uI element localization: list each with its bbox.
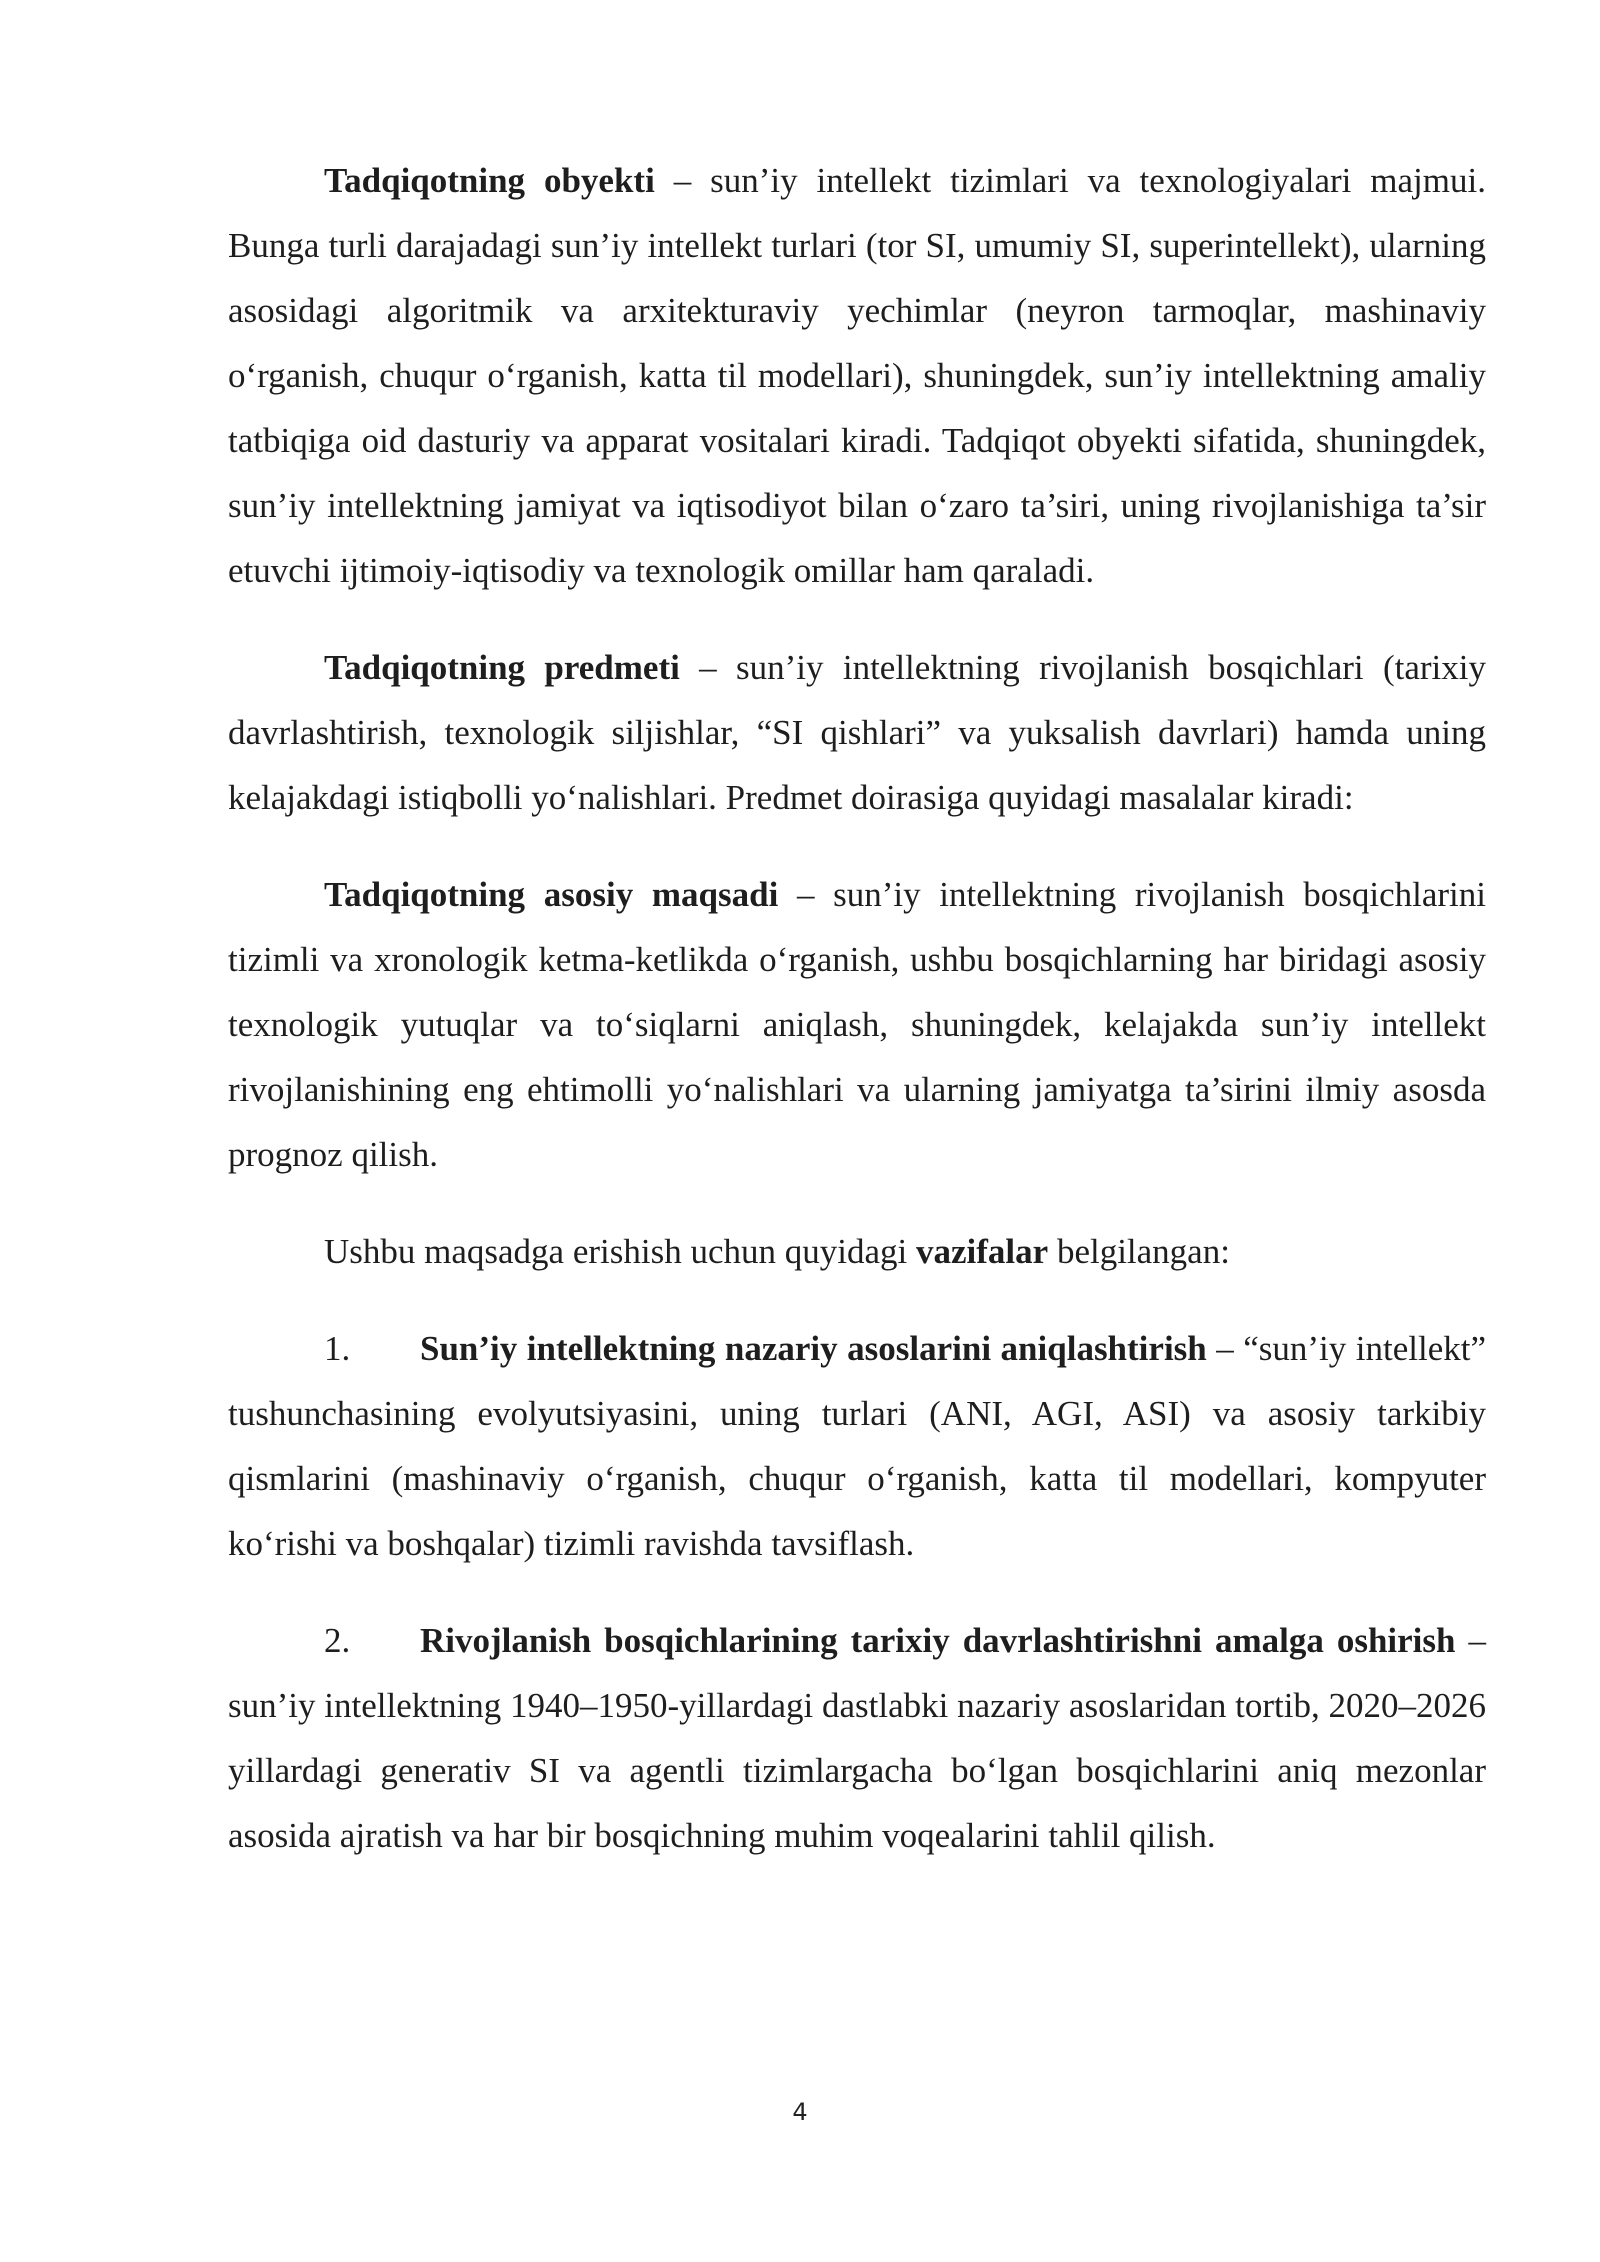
- task-item-2: [228, 1608, 1486, 1868]
- term-object: Tadqiqotning obyekti: [324, 161, 655, 200]
- text-goal: – sun’iy intellektning rivojlanish bosqichlarini tizimli va xronologik ketma-ketlikda o‘rganish, ushbu bosqichlarning har biridagi asosiy texnologik yutuqlar va to‘siqlarni aniqlash, shuningdek, kelajakda sun’iy intellekt rivojlanishining eng ehtimolli yo‘nalishlari va ularning jamiyatga ta’sirini ilmiy asosda prognoz qilish.: [228, 875, 1486, 1174]
- paragraph-subject: [228, 635, 1486, 830]
- term-tasks: vazifalar: [916, 1232, 1049, 1271]
- paragraph-goal: [228, 862, 1486, 1187]
- task-text-1: – “sun’iy intellekt” tushunchasining evolyutsiyasini, uning turlari (ANI, AGI, ASI) va asosiy tarkibiy qismlarini (mashinaviy o‘rganish, chuqur o‘rganish, katta til modellari, kompyuter ko‘rishi va boshqalar) tizimli ravishda tavsiflash.: [228, 1329, 1486, 1563]
- task-title-2: Rivojlanish bosqichlarining tarixiy davrlashtirishni amalga oshirish: [420, 1621, 1456, 1660]
- text-subject: – sun’iy intellektning rivojlanish bosqichlari (tarixiy davrlashtirish, texnologik siljishlar, “SI qishlari” va yuksalish davrlari) hamda uning kelajakdagi istiqbolli yo‘nalishlari. Predmet doirasiga quyidagi masalalar kiradi:: [228, 648, 1487, 817]
- task-title-1: Sun’iy intellektning nazariy asoslarini aniqlashtirish: [420, 1329, 1207, 1368]
- text-object: – sun’iy intellekt tizimlari va texnologiyalari majmui. Bunga turli darajadagi sun’iy intellekt turlari (tor SI, umumiy SI, superintellekt), ularning asosidagi algoritmik va arxitekturaviy yechimlar (neyron tarmoqlar, mashinaviy o‘rganish, chuqur o‘rganish, katta til modellari), shuningdek, sun’iy intellektning amaliy tatbiqiga oid dasturiy va apparat vositalari kiradi. Tadqiqot obyekti sifatida, shuningdek, sun’iy intellektning jamiyat va iqtisodiyot bilan o‘zaro ta’siri, uning rivojlanishiga ta’sir etuvchi ijtimoiy-iqtisodiy va texnologik omillar ham qaraladi.: [228, 161, 1486, 590]
- paragraph-tasks-intro: [228, 1219, 1486, 1284]
- term-goal: Tadqiqotning asosiy maqsadi: [324, 875, 779, 914]
- term-subject: Tadqiqotning predmeti: [324, 648, 680, 687]
- tasks-intro-before: Ushbu maqsadga erishish uchun quyidagi: [324, 1232, 916, 1271]
- paragraph-object: [228, 148, 1486, 603]
- task-item-1: [228, 1316, 1486, 1576]
- task-number-1: 1.: [324, 1329, 351, 1368]
- task-text-2: – sun’iy intellektning 1940–1950-yillardagi dastlabki nazariy asoslaridan tortib, 2020–2026 yillardagi generativ SI va agentli tizimlargacha bo‘lgan bosqichlarini aniq mezonlar asosida ajratish va har bir bosqichning muhim voqealarini tahlil qilish.: [228, 1621, 1487, 1855]
- page-number: 4: [792, 2098, 808, 2126]
- tasks-intro-after: belgilangan:: [1048, 1232, 1230, 1271]
- task-number-2: 2.: [324, 1621, 351, 1660]
- document-page: [228, 148, 1486, 1868]
